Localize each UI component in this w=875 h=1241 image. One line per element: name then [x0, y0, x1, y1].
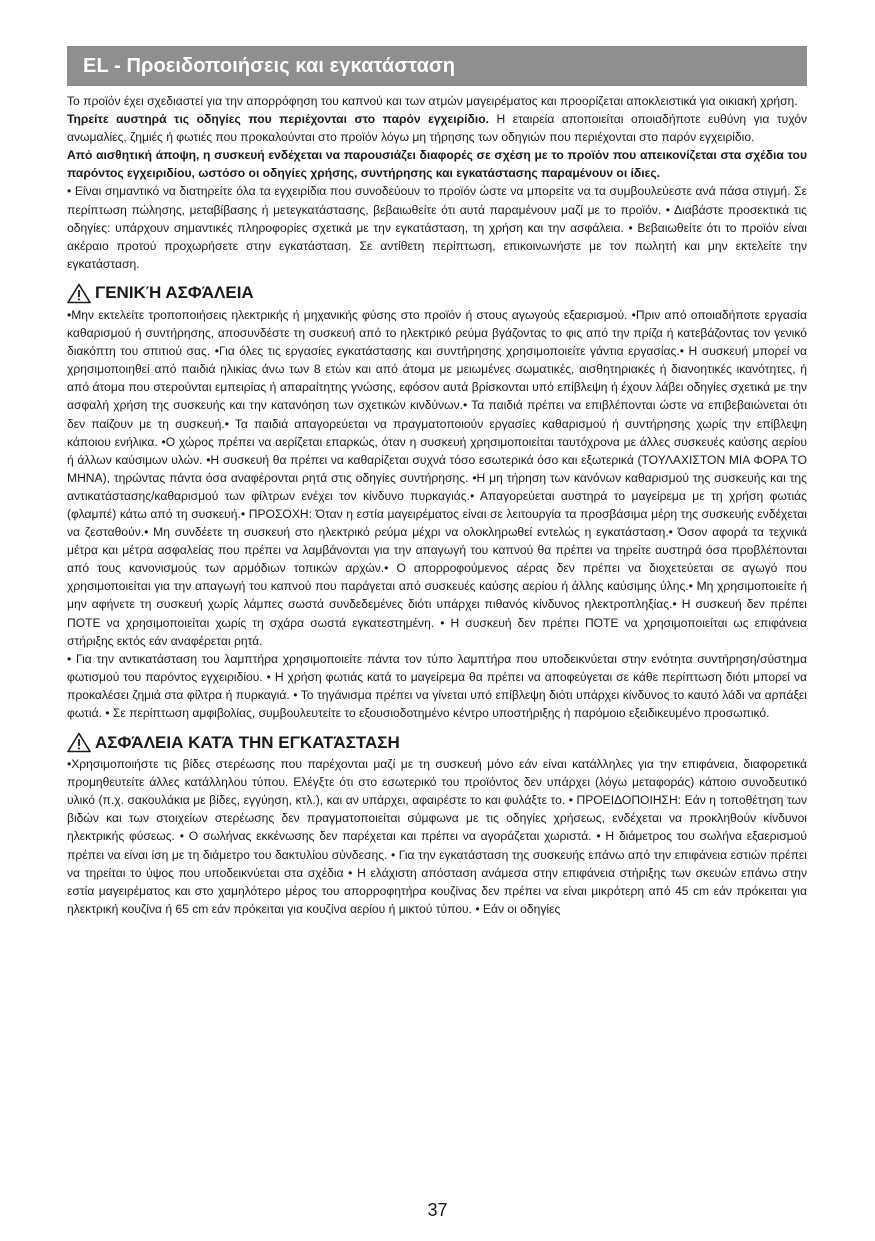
intro-paragraph-2-bold: Τηρείτε αυστηρά τις οδηγίες που περιέχονται στο παρόν εγχειρίδιο.	[67, 112, 489, 127]
general-safety-paragraph-1: •Μην εκτελείτε τροποποιήσεις ηλεκτρικής ή μηχανικής φύσης στο προϊόν ή στους αγωγούς εξαερισμού. •Πριν από οποιαδήποτε εργασία καθαρισμού ή συντήρησης, αποσυνδέστε τη συσκευή από το ηλεκτρικό ρεύμα βγάζοντας το φις από την πρίζα ή κατεβάζοντας τον γενικό διακόπτη του σπιτιού σας. •Για όλες τις εργασίες εγκατάστασης και συντήρησης χρησιμοποιείτε γάντια εργασίας.• Η συσκευή μπορεί να χρησιμοποιηθεί από παιδιά ηλικίας άνω των 8 ετών και από άτομα με μειωμένες σωματικές, αισθητηριακές ή διανοητικές ικανότητες, ή από άτομα που στερούνται εμπειρίας ή απαραίτητης γνώσης, εφόσον αυτά βρίσκονται υπό επίβλεψη ή έχουν λάβει οδηγίες σχετικά με την ασφαλή χρήση της συσκευής και την κατανόηση των σχετικών κινδύνων.• Τα παιδιά πρέπει να επιβλέπονται ώστε να επιβεβαιώνεται ότι δεν παίζουν με τη συσκευή.• Τα παιδιά απαγορεύεται να πραγματοποιούν εργασίες καθαρισμού ή συντήρησης χωρίς την επίβλεψη κάποιου ενήλικα. •Ο χώρος πρέπει να αερίζεται επαρκώς, όταν η συσκευή χρησιμοποιείται ταυτόχρονα με άλλες συσκευές καύσης αερίου ή άλλων καύσιμων υλών. •Η συσκευή θα πρέπει να καθαρίζεται συχνά τόσο εσωτερικά όσο και εξωτερικά (ΤΟΥΛΑΧΙΣΤΟΝ ΜΙΑ ΦΟΡΑ ΤΟ ΜΗΝΑ), τηρώντας πάντα όσα αναφέρονται ρητά στις οδηγίες συντήρησης. •Η μη τήρηση των κανόνων καθαρισμού της συσκευής και της αντικατάστασης/καθαρισμού των φίλτρων ενέχει τον κίνδυνο πυρκαγιάς.• Απαγορεύεται αυστηρά το μαγείρεμα με τη χρήση φωτιάς (φλαμπέ) κάτω από τη συσκευή.• ΠΡΟΣΟΧΗ: Όταν η εστία μαγειρέματος είναι σε λειτουργία τα προσβάσιμα μέρη της συσκευής ενδέχεται να ζεσταθούν.• Μη συνδέετε τη συσκευή στο ηλεκτρικό ρεύμα μέχρι να ολοκληρωθεί εντελώς η εγκατάσταση.• Όσον αφορά τα τεχνικά μέτρα και μέτρα ασφαλείας που πρέπει να λαμβάνονται για την απαγωγή του καπνού θα πρέπει να τηρείτε αυστηρά όσα προβλέπονται από τους κανονισμούς των αρμόδιων τοπικών αρχών.• Ο απορροφούμενος αέρας δεν πρέπει να διοχετεύεται σε αγωγό που χρησιμοποιείται για την απαγωγή του καπνού που παράγεται από συσκευές καύσης αερίου ή άλλης καύσιμης ύλης.• Μη χρησιμοποιείτε ή μην αφήνετε τη συσκευή χωρίς λάμπες σωστά συνδεδεμένες διότι υπάρχει πιθανός κίνδυνος ηλεκτροπληξίας.• Η συσκευή δεν πρέπει ΠΟΤΕ να χρησιμοποιείται χωρίς τη σχάρα σωστά εγκατεστημένη. • Η συσκευή δεν πρέπει ΠΟΤΕ να χρησιμοποιείται ως επιφάνεια στήριξης εκτός εάν αναφέρεται ρητά.	[67, 307, 807, 648]
general-safety-title: ΓΕΝΙΚΉ ΑΣΦΆΛΕΙΑ	[95, 283, 254, 303]
installation-safety-heading	[67, 732, 807, 753]
page-title: EL - Προειδοποιήσεις και εγκατάσταση	[83, 54, 456, 77]
page-title-bar	[67, 46, 807, 86]
general-safety-paragraph-2: • Για την αντικατάσταση του λαμπτήρα χρησιμοποιείτε πάντα τον τύπο λαμπτήρα που υποδεικνύεται στην ενότητα συντήρηση/σύστημα φωτισμού του παρόντος εγχειριδίου. • Η χρήση φωτιάς κατά το μαγείρεμα θα πρέπει να αποφεύγεται σε κάθε περίπτωση διότι μπορεί να προκαλέσει ζημιά στα φίλτρα ή πυρκαγιά. • Το τηγάνισμα πρέπει να γίνεται υπό επίβλεψη διότι υπάρχει κίνδυνος το καυτό λάδι να αρπάξει φωτιά. • Σε περίπτωση αμφιβολίας, συμβουλευτείτε το εξουσιοδοτημένο κέντρο υποστήριξης ή παρόμοιο εξειδικευμένο προσωπικό.	[67, 651, 807, 720]
intro-paragraph-3: Από αισθητική άποψη, η συσκευή ενδέχεται να παρουσιάζει διαφορές σε σχέση με το προϊόν που απεικονίζεται στα σχέδια του παρόντος εγχειριδίου, ωστόσο οι οδηγίες χρήσης, συντήρησης και εγκατάστασης παραμένουν οι ίδιες.	[67, 148, 807, 181]
page-number: 37	[427, 1200, 448, 1220]
installation-safety-paragraph-1: •Χρησιμοποιήστε τις βίδες στερέωσης που παρέχονται μαζί με τη συσκευή μόνο εάν είναι κατάλληλες για την επιφάνεια, διαφορετικά προμηθευτείτε άλλες κατάλληλου τύπου. Ελέγξτε ότι στο εσωτερικό του προϊόντος δεν υπάρχει (λόγω μεταφοράς) κάποιο συνοδευτικό υλικό (π.χ. σακουλάκια με βίδες, εγγύηση, κτλ.), και αν υπάρχει, αφαιρέστε το και φυλάξτε το. • ΠΡΟΕΙΔΟΠΟΙΗΣΗ: Εάν η τοποθέτηση των βιδών και των στοιχείων στερέωσης δεν πραγματοποιείται σύμφωνα με τις οδηγίες χρήσεως, ενδέχεται να προκληθούν κίνδυνοι ηλεκτρικής φύσεως. • Ο σωλήνας εκκένωσης δεν παρέχεται και πρέπει να αγοράζεται χωριστά. • Η διάμετρος του σωλήνα εξαερισμού πρέπει να είναι ίση με τη διάμετρο του δακτυλίου σύνδεσης. • Για την εγκατάσταση της συσκευής επάνω από την επιφάνεια εστιών πρέπει να τηρείται το ύψος που υποδεικνύεται στα σχέδια • Η ελάχιστη απόσταση ανάμεσα στην επιφάνεια στήριξης των σκευών επάνω στην εστία μαγειρέματος και στο χαμηλότερο μέρος του απορροφητήρα κουζίνας δεν πρέπει να είναι μικρότερη από 45 cm εάν πρόκειται για ηλεκτρική κουζίνα ή 65 cm εάν πρόκειται για κουζίνα αερίου ή μικτού τύπου. • Εάν οι οδηγίες	[67, 757, 807, 916]
intro-paragraph-2-rest: Η εταιρεία αποποιείται οποιαδήποτε ευθύνη για τυχόν ανωμαλίες, ζημιές ή φωτιές που προκαλούνται στο προϊόν λόγω μη τήρησης των οδηγιών που περιέχονται στο παρόν εγχειρίδιο.	[67, 112, 807, 145]
intro-paragraph-4: • Είναι σημαντικό να διατηρείτε όλα τα εγχειρίδια που συνοδεύουν το προϊόν ώστε να μπορείτε να τα συμβουλεύεστε ανά πάσα στιγμή. Σε περίπτωση πώλησης, μεταβίβασης ή μετεγκατάστασης, βεβαιωθείτε ότι αυτά παραμένουν μαζί με το προϊόν. • Διαβάστε προσεκτικά τις οδηγίες: υπάρχουν σημαντικές πληροφορίες σχετικά με την εγκατάσταση, τη χρήση και την ασφάλεια. • Βεβαιωθείτε ότι το προϊόν είναι ακέραιο προτού προχωρήσετε στην εγκατάσταση. Σε αντίθετη περίπτωση, επικοινωνήστε με τον πωλητή και μην εκτελείτε την εγκατάσταση.	[67, 184, 807, 271]
manual-page	[67, 46, 807, 918]
general-safety-heading	[67, 283, 807, 304]
intro-paragraph-1: Το προϊόν έχει σχεδιαστεί για την απορρόφηση του καπνού και των ατμών μαγειρέματος και προορίζεται αποκλειστικά για οικιακή χρήση.	[67, 94, 798, 108]
installation-safety-title: ΑΣΦΆΛΕΙΑ ΚΑΤΆ ΤΗΝ ΕΓΚΑΤΆΣΤΑΣΗ	[95, 732, 400, 752]
intro-paragraph-2	[67, 110, 807, 146]
warning-triangle-icon	[67, 732, 91, 753]
warning-triangle-icon	[67, 283, 91, 304]
